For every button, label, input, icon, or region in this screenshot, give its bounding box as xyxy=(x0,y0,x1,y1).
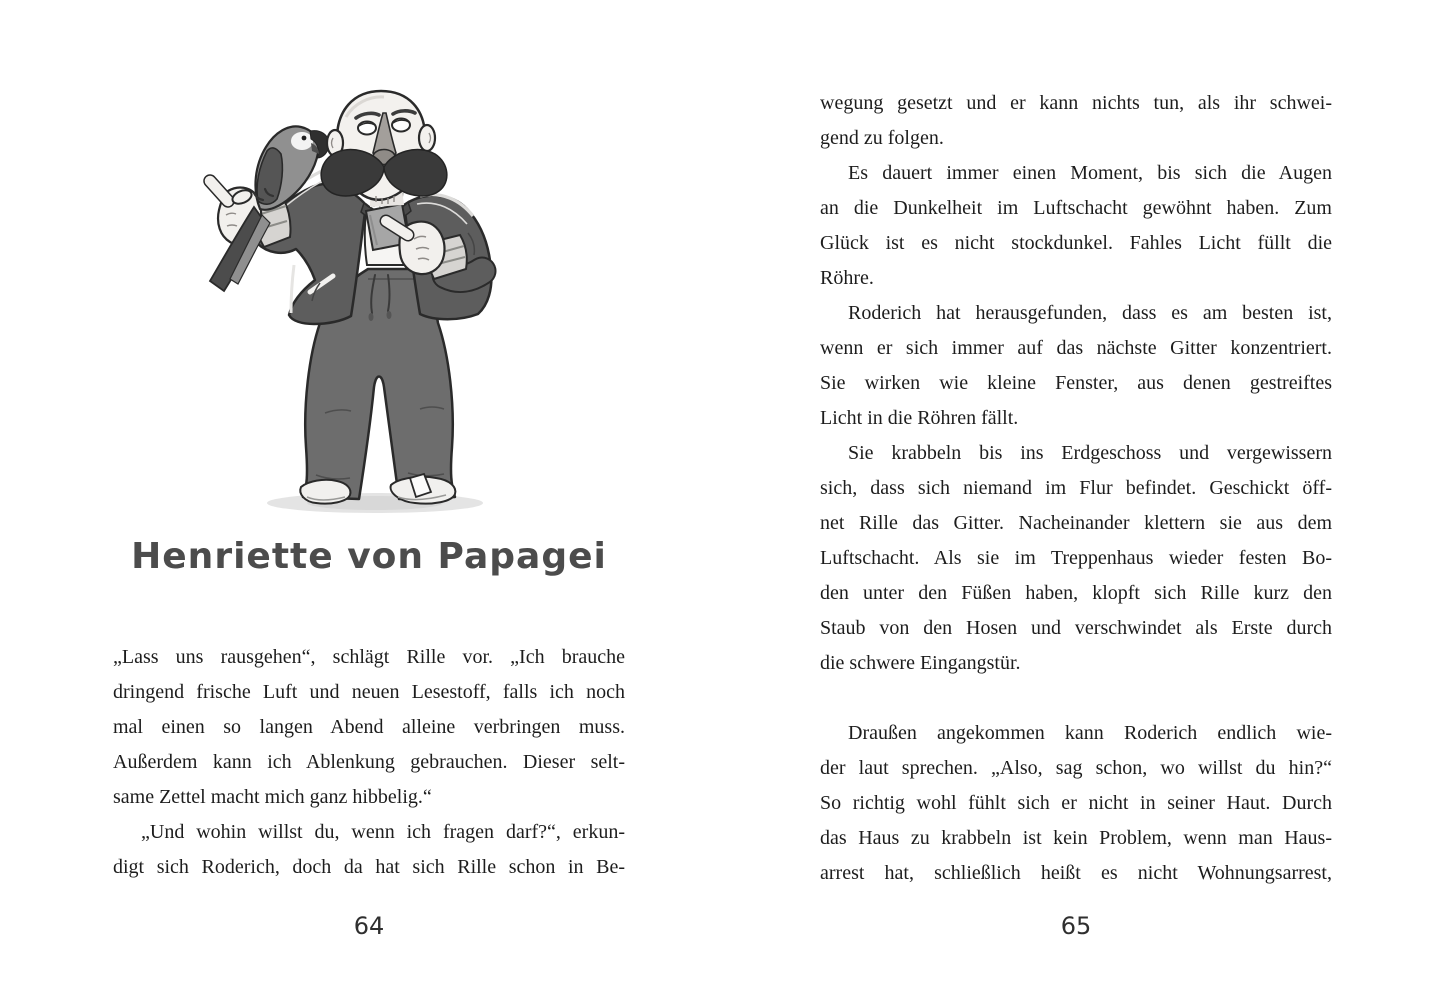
text-line: sich, dass sich niemand im Flur befindet. Geschickt öff- xyxy=(820,477,1332,499)
right-ear xyxy=(419,125,435,151)
text-line: den unter den Füßen haben, klopft sich Rille kurz den xyxy=(820,582,1332,604)
text-line: Glück ist es nicht stockdunkel. Fahles Licht füllt die xyxy=(820,232,1332,254)
parrot-face-patch xyxy=(291,132,313,150)
text-line: der laut sprechen. „Also, sag schon, wo willst du hin?“ xyxy=(820,757,1332,779)
text-line: Luftschacht. Als sie im Treppenhaus wieder festen Bo- xyxy=(820,547,1332,569)
text-line: an die Dunkelheit im Luftschacht gewöhnt haben. Zum xyxy=(820,197,1332,219)
man-head xyxy=(321,91,447,207)
man-with-parrot-illustration xyxy=(170,83,600,523)
text-line: Roderich hat herausgefunden, dass es am besten ist, xyxy=(848,302,1332,324)
text-line: „Lass uns rausgehen“, schlägt Rille vor. „Ich brauche xyxy=(113,646,625,668)
text-line: wegung gesetzt und er kann nichts tun, als ihr schwei- xyxy=(820,92,1332,114)
text-line: So richtig wohl fühlt sich er nicht in seiner Haut. Durch xyxy=(820,792,1332,814)
text-line: Licht in die Röhren fällt. xyxy=(820,407,1019,429)
text-line: Sie krabbeln bis ins Erdgeschoss und vergewissern xyxy=(848,442,1332,464)
parrot-eye xyxy=(302,136,307,141)
text-line: das Haus zu krabbeln ist kein Problem, wenn man Haus- xyxy=(820,827,1332,849)
text-line: same Zettel macht mich ganz hibbelig.“ xyxy=(113,786,432,808)
text-line: Es dauert immer einen Moment, bis sich die Augen xyxy=(848,162,1332,184)
text-line: gend zu folgen. xyxy=(820,127,944,149)
left-page-text xyxy=(113,640,625,885)
text-line: Röhre. xyxy=(820,267,874,289)
text-line: arrest hat, schließlich heißt es nicht Wohnungsarrest, xyxy=(820,862,1332,884)
text-line: net Rille das Gitter. Nacheinander klettern sie aus dem xyxy=(820,512,1332,534)
text-line: wenn er sich immer auf das nächste Gitter konzentriert. xyxy=(820,337,1332,359)
text-line: die schwere Eingangstür. xyxy=(820,652,1021,674)
text-line: Außerdem kann ich Ablenkung gebrauchen. Dieser selt- xyxy=(113,751,625,773)
page-number-right: 65 xyxy=(1060,912,1092,940)
chapter-illustration xyxy=(170,83,600,523)
text-line: digt sich Roderich, doch da hat sich Rille schon in Be- xyxy=(113,856,625,878)
text-line: Staub von den Hosen und verschwindet als Erste durch xyxy=(820,617,1332,639)
chapter-title: Henriette von Papagei xyxy=(131,536,607,577)
text-line: „Und wohin willst du, wenn ich fragen darf?“, erkun- xyxy=(141,821,625,843)
page-number-left: 64 xyxy=(353,912,385,940)
blank-line xyxy=(820,681,1332,716)
text-line: Draußen angekommen kann Roderich endlich wie- xyxy=(848,722,1332,744)
text-line: Sie wirken wie kleine Fenster, aus denen gestreiftes xyxy=(820,372,1332,394)
text-line: dringend frische Luft und neuen Lesestoff, falls ich noch xyxy=(113,681,625,703)
text-line: mal einen so langen Abend alleine verbringen muss. xyxy=(113,716,625,738)
right-page-text xyxy=(820,86,1332,891)
